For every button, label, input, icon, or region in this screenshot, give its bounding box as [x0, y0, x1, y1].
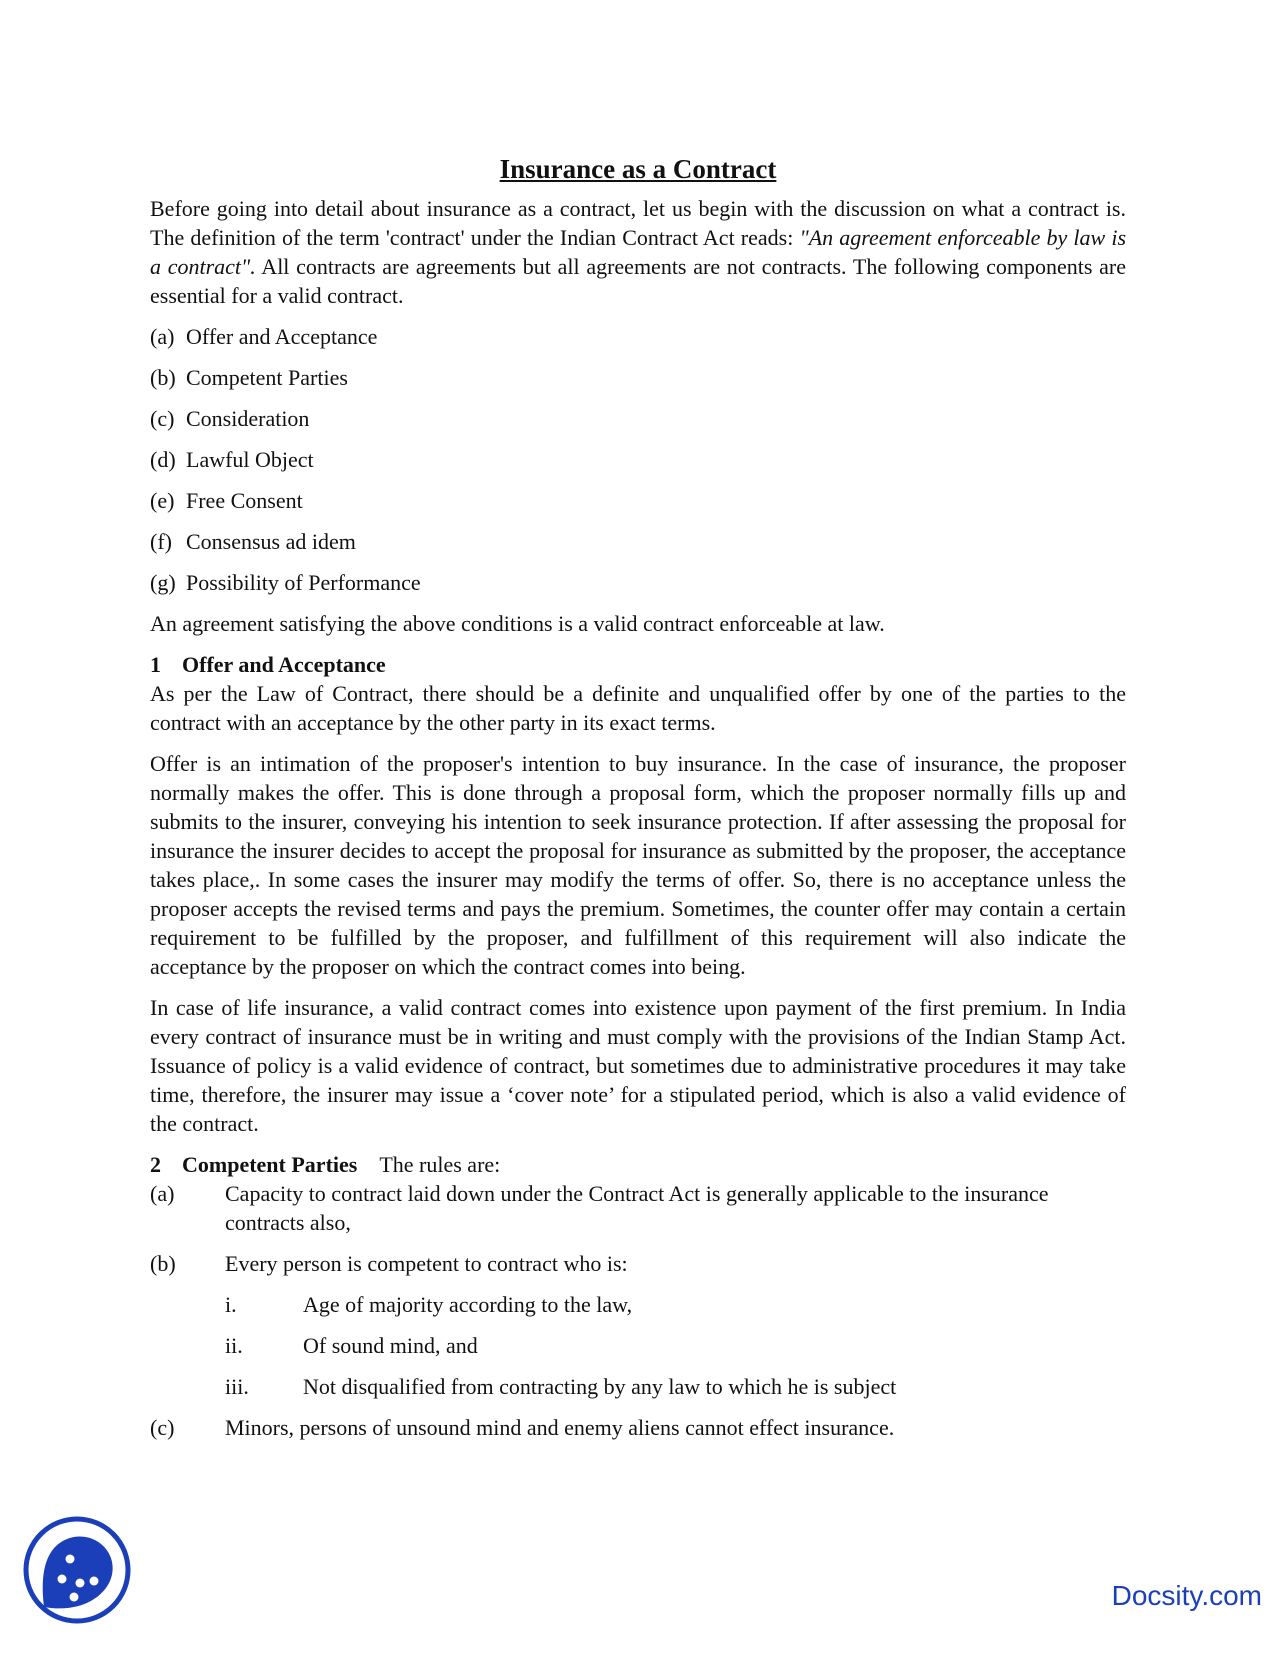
- summary-paragraph: An agreement satisfying the above conditions is a valid contract enforceable at law.: [150, 611, 885, 636]
- components-list: [150, 322, 1126, 597]
- section-2-heading: 2 Competent Parties The rules are:: [150, 1152, 501, 1177]
- list-item: (d) Lawful Object: [150, 447, 314, 472]
- sub-item: iii. Not disqualified from contracting by any law to which he is subject: [225, 1374, 897, 1399]
- list-item: (b) Competent Parties: [150, 365, 348, 390]
- rule-item: (b) Every person is competent to contract who is:: [150, 1251, 628, 1276]
- list-item: (e) Free Consent: [150, 488, 303, 513]
- rule-item: (a) Capacity to contract laid down under the Contract Act is generally applicable to the insurance contracts also,: [150, 1181, 1049, 1235]
- intro-text-start: Before going into detail about insurance as a contract, let us begin with the discussion on what a contract is. The definition of the term 'contract' under the Indian Contract Act reads:: [150, 196, 1126, 250]
- list-item: (g) Possibility of Performance: [150, 570, 421, 595]
- sub-item: ii. Of sound mind, and: [225, 1333, 478, 1358]
- list-item: (a) Offer and Acceptance: [150, 324, 378, 349]
- intro-quote: "An agreement enforceable by law is a contract".: [150, 225, 1127, 279]
- rule-item: (c) Minors, persons of unsound mind and enemy aliens cannot effect insurance.: [150, 1415, 895, 1440]
- section-1-paragraph: In case of life insurance, a valid contract comes into existence upon payment of the first premium. In India every contract of insurance must be in writing and must comply with the provisions of the Indian Stamp Act. Issuance of policy is a valid evidence of contract, but sometimes due to administrative procedures it may take time, therefore, the insurer may issue a ‘cover note’ for a stipulated period, which is also a valid evidence of the contract.: [150, 995, 1126, 1136]
- document-page: [150, 138, 1126, 1454]
- page-title: Insurance as a Contract: [499, 154, 777, 184]
- list-item: (c) Consideration: [150, 406, 310, 431]
- intro-text-end: All contracts are agreements but all agreements are not contracts. The following components are essential for a valid contract.: [150, 254, 1126, 308]
- section-1-paragraph: As per the Law of Contract, there should be a definite and unqualified offer by one of the parties to the contract with an acceptance by the other party in its exact terms.: [150, 681, 1126, 735]
- docsity-brand-link[interactable]: Docsity.com: [1111, 1580, 1262, 1611]
- section-1-heading: 1 Offer and Acceptance: [150, 652, 386, 677]
- section-1-paragraph: Offer is an intimation of the proposer's intention to buy insurance. In the case of insurance, the proposer normally makes the offer. This is done through a proposal form, which the proposer normally fills up and submits to the insurer, conveying his intention to seek insurance protection. If after assessing the proposal for insurance the insurer decides to accept the proposal for insurance as submitted by the proposer, the acceptance takes place,. In some cases the insurer may modify the terms of offer. So, there is no acceptance unless the proposer accepts the revised terms and pays the premium. Sometimes, the counter offer may contain a certain requirement to be fulfilled by the proposer, and fulfillment of this requirement will also indicate the acceptance by the proposer on which the contract comes into being.: [150, 751, 1126, 979]
- list-item: (f) Consensus ad idem: [150, 529, 356, 554]
- sub-item: i. Age of majority according to the law,: [225, 1292, 633, 1317]
- intro-paragraph: [150, 194, 1126, 310]
- docsity-logo-icon[interactable]: [22, 1515, 132, 1625]
